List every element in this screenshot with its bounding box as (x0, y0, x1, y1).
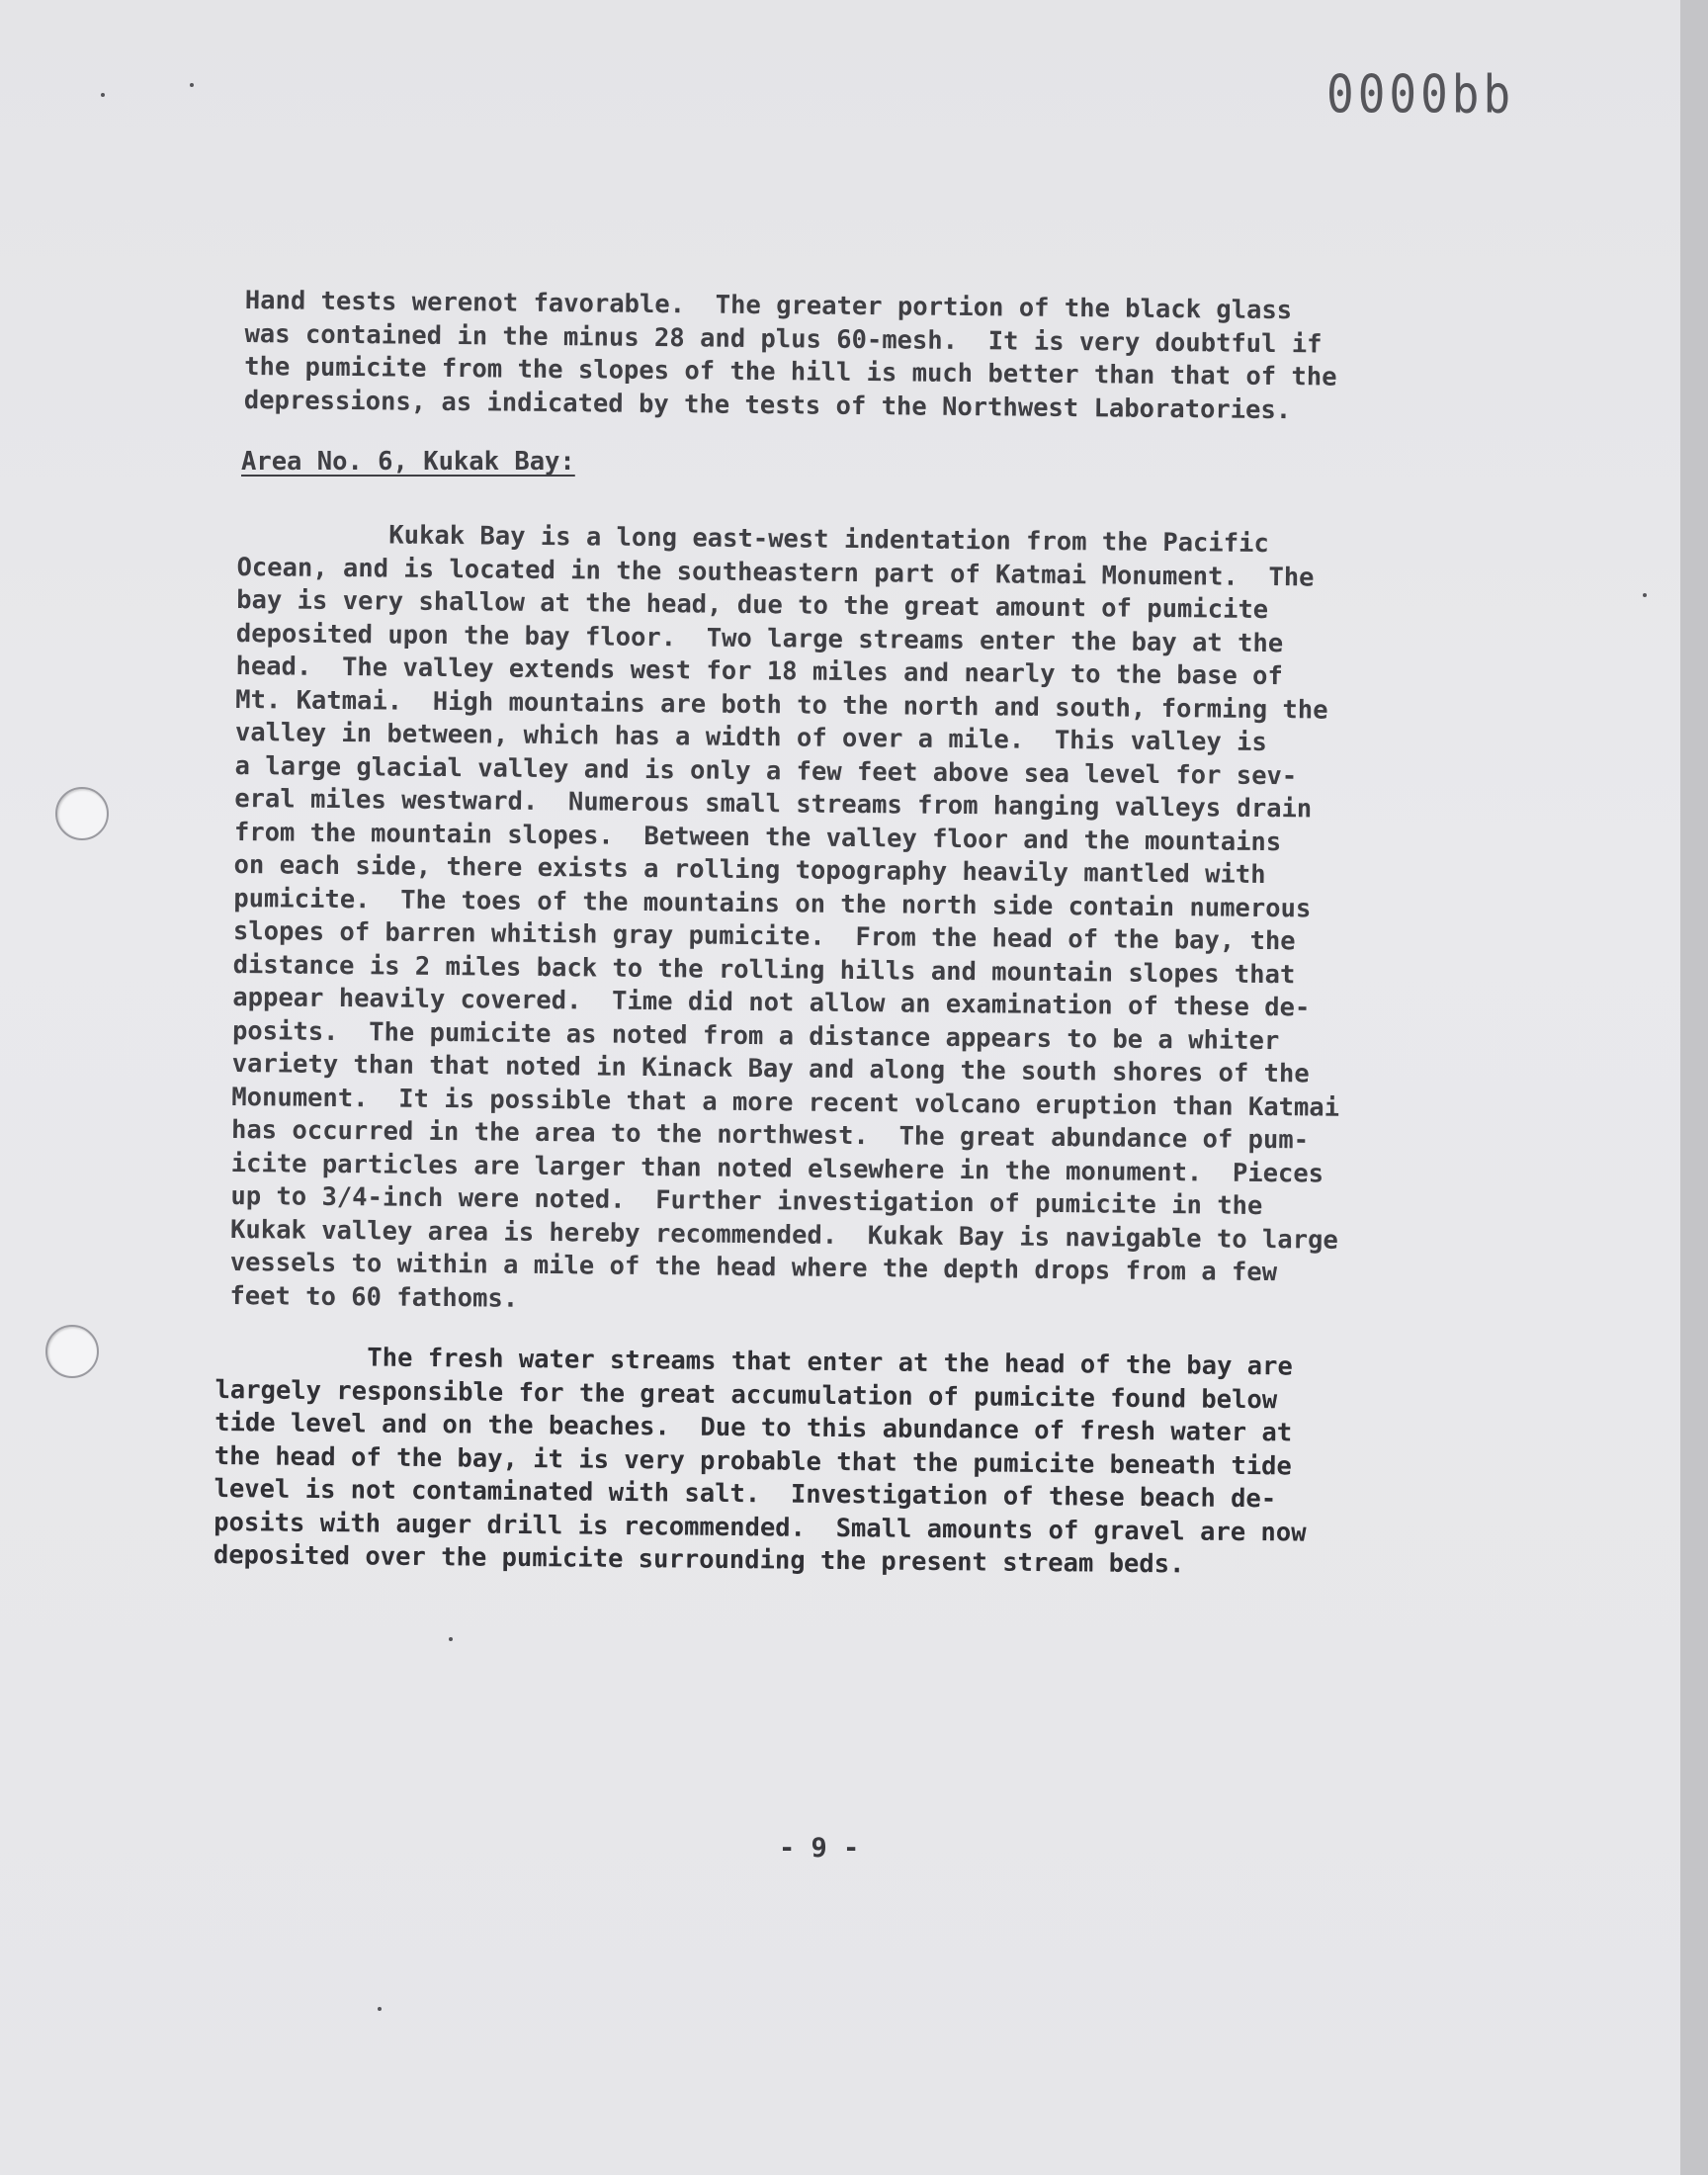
paper-speck (1643, 593, 1647, 597)
paper-speck (378, 2007, 382, 2011)
binder-hole-icon (55, 787, 109, 840)
paragraph-kukak-bay: Kukak Bay is a long east-west indentation from the Pacific Ocean, and is located in the southeastern part of Katmai Monument. The bay is very shallow at the head, due to the great amount of pumicite deposited upon the bay floor. Two large streams enter the bay at the head. The valley extends west for 18 miles and nearly to the base of Mt. Katmai. High mountains are both to the north and south, forming the valley in between, which has a width of over a mile. This valley is a large glacial valley and is only a few feet above sea level for sev- eral miles westward. Numerous small streams from hanging valleys drain from the mountain slopes. Between the valley floor and the mountains on each side, there exists a rolling topography heavily mantled with pumicite. The toes of the mountains on the north side contain numerous slopes of barren whitish gray pumicite. From the head of the bay, the distance is 2 miles back to the rolling hills and mountain slopes that appear heavily covered. Time did not allow an examination of these de- posits. The pumicite as noted from a distance appears to be a whiter variety than that noted in Kinack Bay and along the south shores of the Monument. It is possible that a more recent volcano eruption than Katmai has occurred in the area to the northwest. The great abundance of pum- icite particles are larger than noted elsewhere in the monument. Pieces up to 3/4-inch were noted. Further investigation of pumicite in the Kukak valley area is hereby recommended. Kukak Bay is navigable to large vessels to within a mile of the head where the depth drops from a few feet to 60 fathoms. (229, 518, 1340, 1314)
binder-hole-icon (45, 1325, 99, 1378)
section-heading: Area No. 6, Kukak Bay: (241, 447, 575, 477)
paragraph-fresh-water: The fresh water streams that enter at the head of the bay are largely responsible for the great accumulation of pumicite found below tide level and on the beaches. Due to this abundance of fresh water at the head of the bay, it is very probable that the pumicite beneath tide level is not contaminated with salt. Investigation of these beach de- posits with auger drill is recommended. Small amounts of gravel are now deposited over the pumicite surrounding the present stream beds. (213, 1342, 1307, 1580)
page-id-stamp: 0000bb (1326, 62, 1515, 126)
page-number: - 9 - (779, 1833, 860, 1864)
paper-speck (449, 1637, 453, 1641)
paper-speck (101, 93, 105, 97)
paper-speck (190, 83, 194, 87)
paragraph-hand-tests: Hand tests werenot favorable. The greater portion of the black glass was contained in the minus 28 and plus 60-mesh. It is very doubtful if the pumicite from the slopes of the hill is much better than that of the depressions, as indicated by the tests of the Northwest Laboratories. (243, 285, 1337, 425)
scan-edge (1680, 0, 1708, 2175)
